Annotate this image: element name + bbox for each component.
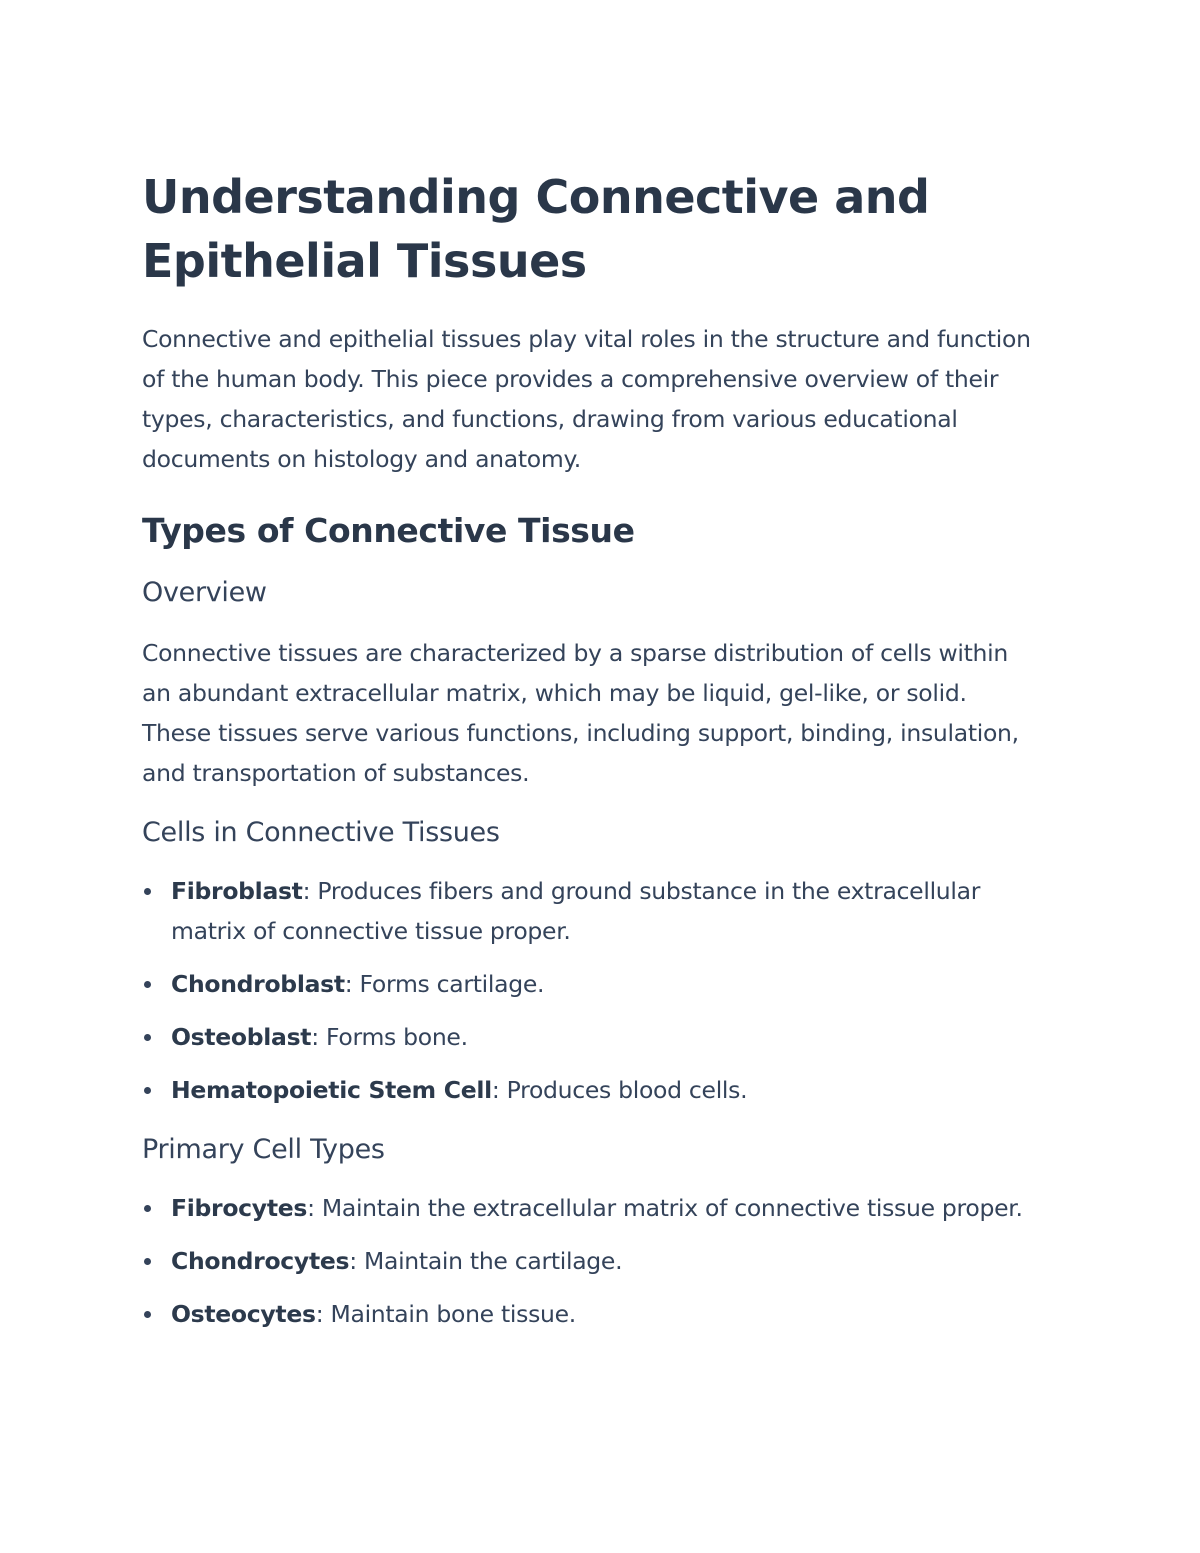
list-item bbox=[142, 1241, 1042, 1281]
bullet-icon bbox=[144, 981, 151, 988]
intro-paragraph: Connective and epithelial tissues play vital roles in the structure and function of the human body. This piece provides a comprehensive overview of their types, characteristics, and functions, drawing from various educational documents on histology and anatomy. bbox=[142, 325, 1031, 473]
overview-paragraph: Connective tissues are characterized by a sparse distribution of cells within an abundant extracellular matrix, which may be liquid, gel-like, or solid. These tissues serve various functions, including support, binding, insulation, and transportation of substances. bbox=[142, 639, 1019, 787]
list-item-term: Osteoblast bbox=[171, 1023, 312, 1051]
list-item bbox=[142, 1070, 1042, 1110]
primary-heading: Primary Cell Types bbox=[142, 1134, 385, 1165]
bullet-icon bbox=[144, 1311, 151, 1318]
list-item-desc: : Maintain the cartilage. bbox=[349, 1247, 623, 1275]
list-item bbox=[142, 871, 1042, 951]
list-item bbox=[142, 964, 1042, 1004]
cells-list bbox=[142, 871, 1042, 1110]
list-item-desc: : Maintain the extracellular matrix of connective tissue proper. bbox=[307, 1194, 1023, 1222]
list-item-term: Fibroblast bbox=[171, 877, 303, 905]
bullet-icon bbox=[144, 1087, 151, 1094]
list-item-term: Fibrocytes bbox=[171, 1194, 308, 1222]
cells-heading: Cells in Connective Tissues bbox=[142, 817, 500, 848]
list-item-desc: : Produces fibers and ground substance in the extracellular matrix of connective tissue proper. bbox=[171, 877, 981, 945]
section-heading: Types of Connective Tissue bbox=[142, 511, 635, 550]
list-item-desc: : Maintain bone tissue. bbox=[315, 1300, 576, 1328]
bullet-icon bbox=[144, 1034, 151, 1041]
list-item-term: Osteocytes bbox=[171, 1300, 316, 1328]
list-item-term: Chondroblast bbox=[171, 970, 345, 998]
list-item-desc: : Forms bone. bbox=[311, 1023, 468, 1051]
bullet-icon bbox=[144, 1258, 151, 1265]
primary-list bbox=[142, 1188, 1042, 1334]
list-item-term: Chondrocytes bbox=[171, 1247, 350, 1275]
list-item bbox=[142, 1017, 1042, 1057]
list-item-desc: : Forms cartilage. bbox=[344, 970, 545, 998]
document-page bbox=[142, 165, 1042, 1347]
page-title: Understanding Connective and Epithelial Tissues bbox=[142, 170, 930, 288]
bullet-icon bbox=[144, 1205, 151, 1212]
list-item-desc: : Produces blood cells. bbox=[491, 1076, 748, 1104]
overview-heading: Overview bbox=[142, 577, 267, 608]
list-item-term: Hematopoietic Stem Cell bbox=[171, 1076, 492, 1104]
bullet-icon bbox=[144, 888, 151, 895]
list-item bbox=[142, 1188, 1042, 1228]
list-item bbox=[142, 1294, 1042, 1334]
